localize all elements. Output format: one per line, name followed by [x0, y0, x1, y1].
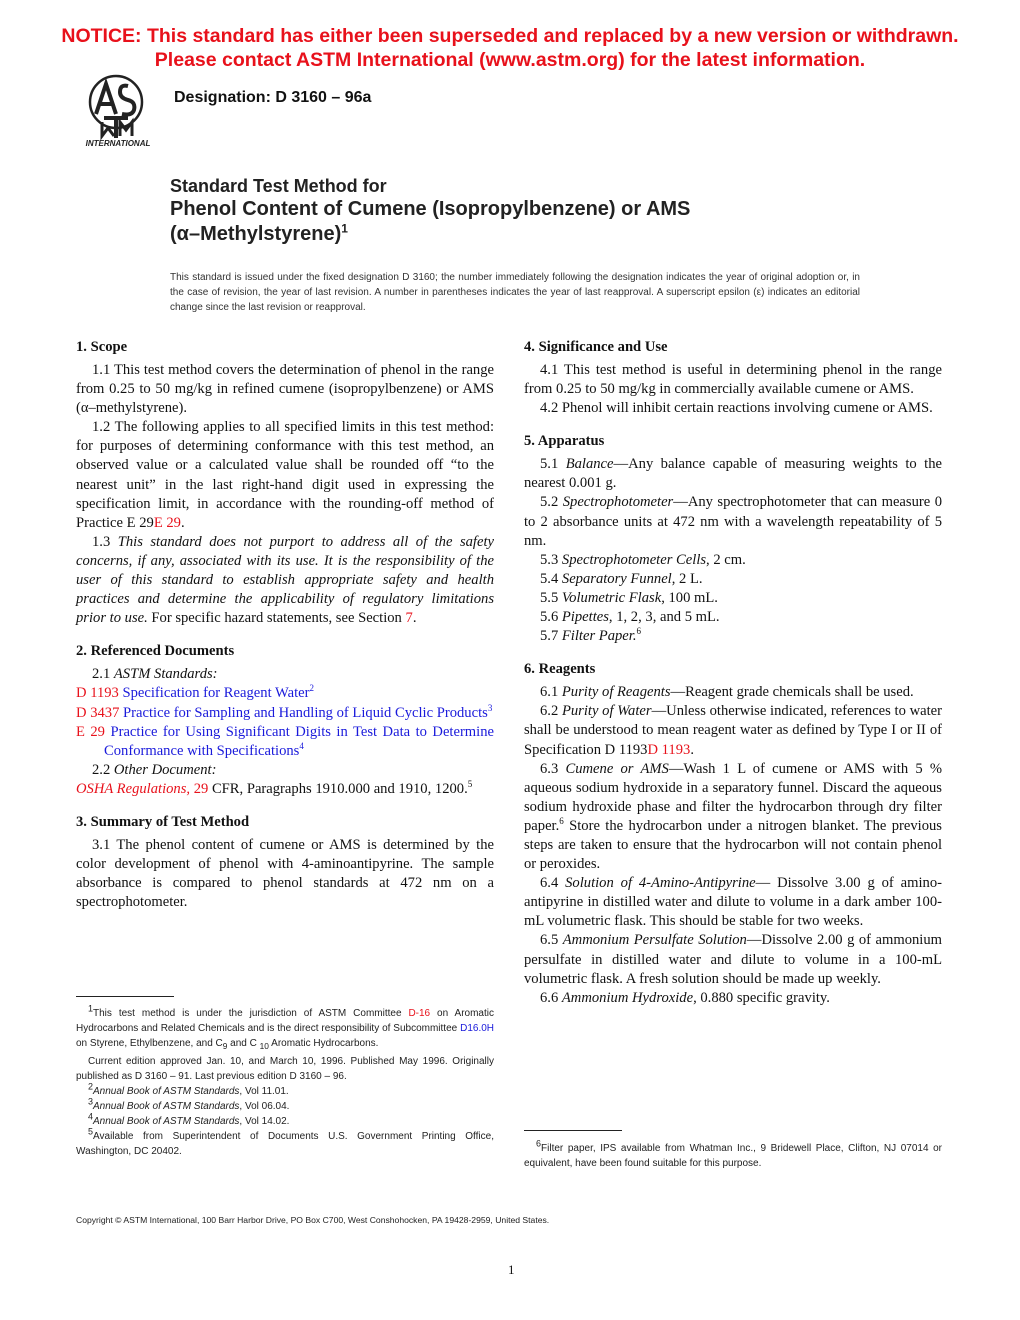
reference-e29[interactable] [76, 723, 494, 761]
paragraph-6-1 [524, 683, 942, 702]
subscript: 9 [222, 1041, 228, 1051]
item-text: —Any balance capable of measuring weights to the nearest 0.001 g. [524, 456, 942, 492]
apparatus-item [524, 589, 942, 608]
link-section-7[interactable]: 7 [405, 610, 413, 627]
item-number: 6.3 [540, 760, 566, 777]
item-number: 6.1 [540, 684, 562, 701]
footnote-source: Annual Book of ASTM Standards [93, 1101, 240, 1112]
footnote-marker: 2 [88, 1081, 94, 1092]
logo-text: INTERNATIONAL [85, 139, 151, 148]
footnote-source: Annual Book of ASTM Standards [93, 1086, 240, 1097]
section-heading: 5. Apparatus [524, 433, 605, 450]
footnote-marker: 4 [88, 1111, 94, 1122]
link-subcommittee-d160h[interactable]: D16.0H [460, 1023, 494, 1034]
footnote-ref[interactable]: 5 [467, 779, 473, 790]
reference-osha[interactable] [76, 780, 494, 799]
paragraph-6-6 [524, 989, 942, 1008]
subsection-title: ASTM Standards: [113, 666, 218, 683]
footnote-5 [76, 1126, 494, 1159]
item-number: 5.6 [540, 609, 562, 626]
footnote-text: , Vol 11.01. [239, 1086, 289, 1097]
reference-code[interactable]: E 29 [76, 723, 105, 740]
section-heading: 2. Referenced Documents [76, 643, 235, 660]
footnote-source: Annual Book of ASTM Standards [93, 1116, 240, 1127]
reference-title[interactable]: Practice for Sampling and Handling of Liquid Cyclic Products [123, 704, 488, 721]
right-column [524, 338, 942, 1022]
issued-statement: This standard is issued under the fixed designation D 3160; the number immediately following the designation indicates the year of original adoption or, in the case of revision, the year of last revision. A number in parentheses indicates the year of last reapproval. A superscript epsilon (ε) indicates an editorial change since the last revision or reapproval. [170, 272, 860, 313]
apparatus-item [524, 608, 942, 627]
link-committee-d16[interactable]: D-16 [408, 1008, 431, 1019]
reference-d3437[interactable] [76, 704, 494, 723]
item-name: Ammonium Hydroxide [561, 989, 694, 1006]
footnote-text: , Vol 14.02. [239, 1116, 290, 1127]
item-number: 5.1 [540, 456, 566, 473]
apparatus-item [524, 570, 942, 589]
link-d1193[interactable]: D 1193 [647, 741, 691, 758]
item-text: , 2 cm. [706, 551, 746, 568]
apparatus-item [524, 493, 942, 550]
subsection-number: 2.2 [92, 761, 114, 778]
subsection-title: Other Document: [113, 761, 217, 778]
title-line-1: Standard Test Method for [170, 176, 387, 196]
document-title [170, 175, 930, 247]
item-number: 5.7 [540, 628, 562, 645]
section-apparatus [524, 432, 942, 646]
footnote-text: This test method is under the jurisdiction of ASTM Committee [93, 1008, 409, 1019]
section-heading: 1. Scope [76, 339, 128, 355]
paragraph-text: For specific hazard statements, see Section [147, 610, 406, 627]
safety-caveat: This standard does not purport to address all of the safety concerns, if any, associated with its use. It is the responsibility of the user of this standard to establish appropriate safety and health practices and determine the applicability of regulatory limitations prior to use. [76, 533, 494, 627]
copyright-notice: Copyright © ASTM International, 100 Barr Harbor Drive, PO Box C700, West Conshohocken, PA 19428-2959, United States. [76, 1215, 550, 1225]
section-heading: 3. Summary of Test Method [76, 813, 250, 830]
item-text: —Any spectrophotometer that can measure 0 to 2 absorbance units at 472 nm with a wavelength repeatability of 5 nm. [524, 494, 942, 549]
item-name: Spectrophotometer [562, 494, 674, 511]
footnote-4 [76, 1111, 494, 1129]
reference-code[interactable]: OSHA Regulations, [76, 780, 191, 797]
reference-title[interactable]: Practice for Using Significant Digits in Test Data to Determine Conformance with Specifications [104, 723, 494, 759]
item-number: 5.5 [540, 589, 562, 606]
item-number: 6.4 [540, 875, 566, 892]
item-name: Balance [565, 456, 614, 473]
subsection-2-1 [76, 665, 494, 684]
reference-code[interactable]: D 1193 [76, 685, 119, 702]
reference-code[interactable]: 29 [193, 780, 209, 797]
notice-line-2: Please contact ASTM International (www.astm.org) for the latest information. [154, 49, 866, 71]
item-text: — Dissolve 3.00 g of amino-antipyrine in distilled water and dilute to volume in a dark amber 100-mL volumetric flask. This should be stable for two weeks. [524, 875, 942, 930]
item-number: 5.4 [540, 570, 562, 587]
footnote-text: Aromatic Hydrocarbons. [268, 1038, 379, 1049]
item-name: Separatory Funnel [561, 570, 672, 587]
apparatus-item [524, 455, 942, 493]
item-number: 5.3 [540, 551, 562, 568]
footnote-text: on Styrene, Ethylbenzene, and C [76, 1038, 223, 1049]
item-number: 6.6 [540, 989, 562, 1006]
withdrawn-notice [0, 24, 1020, 72]
title-line-3-text: (α–Methylstyrene) [170, 223, 342, 245]
apparatus-item [524, 551, 942, 570]
paragraph-text: . [180, 514, 185, 531]
paragraph-1-3 [76, 533, 494, 628]
item-text: —Reagent grade chemicals shall be used. [670, 684, 914, 701]
section-scope [76, 338, 494, 628]
title-line-2: Phenol Content of Cumene (Isopropylbenzene) or AMS [170, 198, 691, 220]
footnote-ref[interactable]: 2 [309, 683, 314, 694]
title-footnote-ref[interactable]: 1 [341, 221, 348, 236]
section-summary [76, 813, 494, 912]
section-heading: 6. Reagents [524, 661, 596, 678]
paragraph-6-5 [524, 931, 942, 988]
footnote-text: and C [227, 1038, 260, 1049]
paragraph-text: 1.2 The following applies to all specified limits in this test method: for purposes of determining conformance with this test method, an observed value or a calculated value shall be rounded off “to the nearest unit” in the last right-hand digit used in expressing the specification limit, in accordance with the rounding-off method of Practice E 29 [76, 419, 494, 531]
footnotes-left [76, 1003, 494, 1159]
reference-d1193[interactable] [76, 684, 494, 703]
item-text: , 100 mL. [661, 589, 718, 606]
footnote-ref[interactable]: 6 [636, 626, 641, 637]
footnote-marker: 3 [88, 1096, 94, 1107]
item-text: . [690, 741, 694, 758]
item-number: 5.2 [540, 494, 563, 511]
footnote-marker: 6 [536, 1138, 542, 1149]
item-text: —Wash 1 L of cumene or AMS with 5 % aqueous sodium hydroxide in a separatory funnel. Discard the aqueous sodium hydroxide phase and filter the hydrocarbon through dry filter paper. [524, 760, 943, 834]
notice-line-1: NOTICE: This standard has either been superseded and replaced by a new version or withdrawn. [61, 25, 959, 47]
apparatus-item [524, 627, 942, 646]
item-name: Filter Paper. [561, 628, 637, 645]
item-text: Store the hydrocarbon under a nitrogen blanket. The previous steps are taken to ensure that the hydrocarbon will not contain phenol or peroxides. [524, 817, 942, 873]
section-significance [524, 338, 942, 418]
footnote-1-edition: Current edition approved Jan. 10, and March 10, 1996. Published May 1996. Originally published as D 3160 – 91. Last previous edition D 3160 – 96. [76, 1056, 494, 1082]
section-reagents [524, 660, 942, 1008]
paragraph-1-2 [76, 418, 494, 533]
footnote-text: , Vol 06.04. [239, 1101, 290, 1112]
section-referenced-documents [76, 642, 494, 799]
item-name: Purity of Reagents [561, 684, 671, 701]
item-text: , 0.880 specific gravity. [693, 989, 830, 1006]
item-name: Volumetric Flask [561, 589, 662, 606]
footnote-3 [76, 1096, 494, 1114]
subsection-2-2 [76, 761, 494, 780]
footnote-2 [76, 1081, 494, 1099]
item-name: Spectrophotometer Cells [561, 551, 707, 568]
footnote-6 [524, 1138, 942, 1171]
paragraph-6-3 [524, 760, 942, 875]
designation: Designation: D 3160 – 96a [174, 89, 372, 106]
link-e29[interactable]: E 29 [153, 514, 181, 531]
section-heading: 4. Significance and Use [524, 339, 668, 355]
item-name: Pipettes [561, 609, 609, 626]
footnote-text: Filter paper, IPS available from Whatman Inc., 9 Bridewell Place, Clifton, NJ 07014 or equivalent, have been found suitable for this purpose. [524, 1143, 942, 1169]
item-text: —Dissolve 2.00 g of ammonium persulfate in distilled water and dilute to volume in a 100-mL volumetric flask. A fresh solution should be made up weekly. [524, 932, 942, 987]
item-text: , 2 L. [671, 570, 703, 587]
paragraph-4-1: 4.1 This test method is useful in determining phenol in the range from 0.25 to 50 mg/kg in commercially available cumene or AMS. [524, 362, 942, 398]
reference-title[interactable]: Specification for Reagent Water [122, 685, 310, 702]
footnotes-right [524, 1138, 942, 1171]
footnote-divider [76, 996, 174, 997]
footnote-1 [76, 1003, 494, 1054]
paragraph-text: . [412, 610, 417, 627]
item-name: Ammonium Persulfate Solution [562, 932, 747, 949]
paragraph-6-4 [524, 874, 942, 931]
item-text: , 1, 2, 3, and 5 mL. [608, 609, 720, 626]
title-line-3 [170, 222, 930, 247]
left-column [76, 338, 494, 926]
subscript: 10 [259, 1041, 269, 1051]
reference-code[interactable]: D 3437 [76, 704, 120, 721]
item-name: Purity of Water [561, 703, 652, 720]
paragraph-4-2: 4.2 Phenol will inhibit certain reactions involving cumene or AMS. [540, 400, 933, 417]
footnote-text: on Aromatic Hydrocarbons and Related Chemicals and is the direct responsibility of Subcommittee [76, 1008, 494, 1034]
page-number: 1 [508, 1262, 515, 1277]
item-number: 6.5 [540, 932, 563, 949]
footnote-marker: 5 [88, 1126, 94, 1137]
footnote-marker: 1 [88, 1003, 94, 1014]
astm-logo-mark [76, 74, 160, 148]
paragraph-3-1: 3.1 The phenol content of cumene or AMS is determined by the color development of phenol with 4-aminoantipyrine. The sample absorbance is compared to phenol standards at 472 nm on a spectrophotometer. [76, 836, 494, 911]
reference-title: CFR, Paragraphs 1910.000 and 1910, 1200. [208, 780, 468, 797]
footnote-divider [524, 1130, 622, 1131]
item-number: 6.2 [540, 703, 562, 720]
subsection-number: 2.1 [92, 666, 114, 683]
item-text: —Unless otherwise indicated, references to water shall be understood to mean reagent water as defined by Type I or II of Specification D 1193 [524, 703, 943, 758]
footnote-ref[interactable]: 6 [559, 816, 564, 827]
paragraph-text: 1.3 [92, 533, 118, 550]
paragraph-6-2 [524, 702, 942, 759]
footnote-text: Available from Superintendent of Documents U.S. Government Printing Office, Washington, DC 20402. [76, 1131, 494, 1157]
item-name: Cumene or AMS [565, 760, 669, 777]
footnote-ref[interactable]: 4 [299, 740, 304, 751]
footnote-ref[interactable]: 3 [487, 702, 493, 713]
item-name: Solution of 4-Amino-Antipyrine [565, 875, 756, 892]
astm-logo [76, 74, 160, 148]
paragraph-1-1: 1.1 This test method covers the determination of phenol in the range from 0.25 to 50 mg/kg in refined cumene (isopropylbenzene) or AMS (α–methylstyrene). [76, 362, 494, 417]
